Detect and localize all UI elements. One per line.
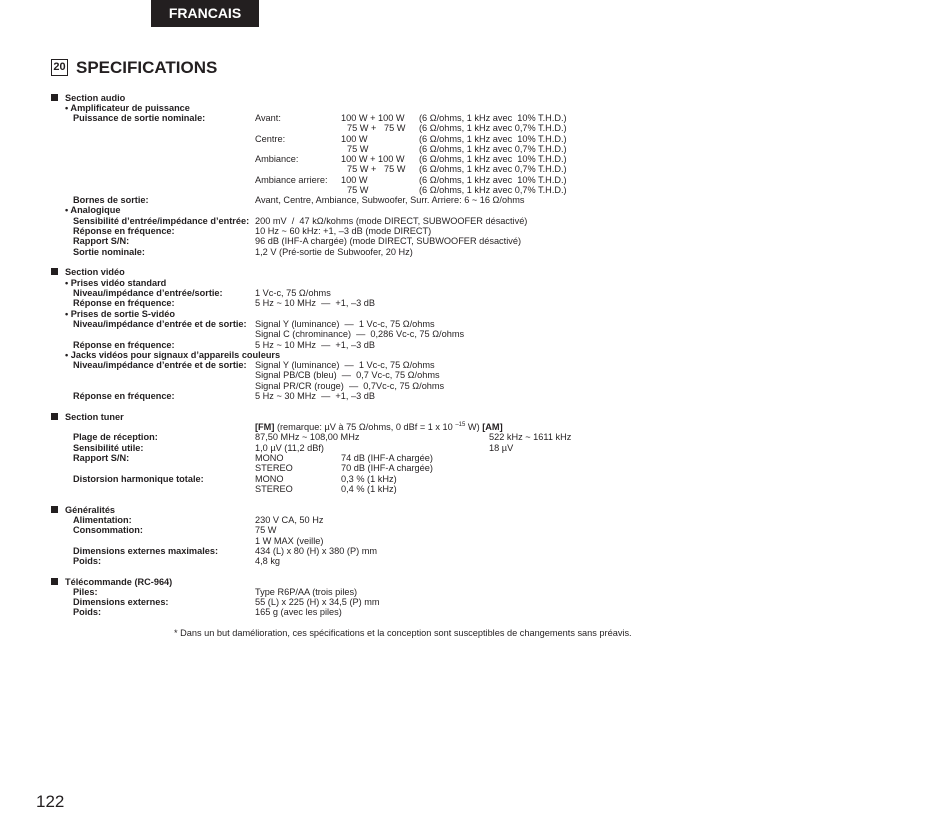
weight-label: Poids: (73, 556, 102, 566)
svideo-subheading: • Prises de sortie S-vidéo (65, 309, 175, 319)
range-fm-value: 87,50 MHz ~ 108,00 MHz (255, 432, 360, 442)
channel-label: Ambiance: (255, 154, 299, 164)
power-value: 75 W + 75 W (347, 123, 406, 133)
frequency-label: Réponse en fréquence: (73, 298, 175, 308)
component-subheading: • Jacks vidéos pour signaux d’appareils couleurs (65, 350, 281, 360)
channel-label: Avant: (255, 113, 281, 123)
range-label: Plage de réception: (73, 432, 158, 442)
power-value: 100 W + 100 W (341, 154, 405, 164)
fm-label: [FM] (255, 422, 275, 432)
thd-stereo-value: 0,4 % (1 kHz) (341, 484, 397, 494)
sn-label: Rapport S/N: (73, 236, 130, 246)
remote-heading: Télécommande (RC-964) (65, 577, 173, 587)
frequency-value: 10 Hz ~ 60 kHz: +1, –3 dB (mode DIRECT) (255, 226, 432, 236)
power-supply-label: Alimentation: (73, 515, 132, 525)
sensitivity-value: 200 mV / 47 kΩ/kohms (mode DIRECT, SUBWOOFER désactivé) (255, 216, 528, 226)
frequency-value: 5 Hz ~ 30 MHz — +1, –3 dB (255, 391, 376, 401)
sn-value: 96 dB (IHF-A chargée) (mode DIRECT, SUBWOOFER désactivé) (255, 236, 522, 246)
frequency-value: 5 Hz ~ 10 MHz — +1, –3 dB (255, 298, 376, 308)
power-note: (6 Ω/ohms, 1 kHz avec 10% T.H.D.) (419, 134, 567, 144)
section-number-badge: 20 (51, 59, 68, 76)
channel-label: Ambiance arriere: (255, 175, 328, 185)
remote-dimensions-label: Dimensions externes: (73, 597, 169, 607)
sensitivity-label: Sensibilité d’entrée/impédance d’entrée: (73, 216, 250, 226)
bullet-square-icon (51, 268, 58, 275)
bullet-square-icon (51, 506, 58, 513)
sn-mono-value: 74 dB (IHF-A chargée) (341, 453, 433, 463)
fm-header (255, 422, 503, 432)
thd-label: Distorsion harmonique totale: (73, 474, 204, 484)
level-value: Signal PB/CB (bleu) — 0,7 Vc-c, 75 Ω/ohms (255, 370, 440, 380)
power-value: 75 W (347, 144, 369, 154)
range-am-value: 522 kHz ~ 1611 kHz (489, 432, 572, 442)
frequency-label: Réponse en fréquence: (73, 226, 175, 236)
remote-weight-value: 165 g (avec les piles) (255, 607, 342, 617)
audio-heading: Section audio (65, 93, 126, 103)
general-heading: Généralités (65, 505, 116, 515)
sensitivity-fm-value: 1,0 µV (11,2 dBf) (255, 443, 324, 453)
page-title: SPECIFICATIONS (76, 58, 218, 77)
power-value: 100 W (341, 134, 368, 144)
consumption-label: Consommation: (73, 525, 143, 535)
footnote: * Dans un but damélioration, ces spécifications et la conception sont susceptibles de changements sans préavis. (174, 628, 632, 638)
power-note: (6 Ω/ohms, 1 kHz avec 0,7% T.H.D.) (419, 185, 567, 195)
fm-note-end: W) (465, 422, 480, 432)
page-number: 122 (36, 792, 65, 811)
bullet-square-icon (51, 94, 58, 101)
level-value: 1 Vc-c, 75 Ω/ohms (255, 288, 331, 298)
sn-stereo-value: 70 dB (IHF-A chargée) (341, 463, 433, 473)
level-value: Signal Y (luminance) — 1 Vc-c, 75 Ω/ohms (255, 360, 435, 370)
frequency-value: 5 Hz ~ 10 MHz — +1, –3 dB (255, 340, 376, 350)
level-value: Signal C (chrominance) — 0,286 Vc-c, 75 Ω/ohms (255, 329, 465, 339)
power-value: 75 W + 75 W (347, 164, 406, 174)
level-label: Niveau/impédance d’entrée et de sortie: (73, 360, 247, 370)
power-label: Puissance de sortie nominale: (73, 113, 206, 123)
bullet-square-icon (51, 413, 58, 420)
power-value: 100 W + 100 W (341, 113, 405, 123)
video-heading: Section vidéo (65, 267, 125, 277)
frequency-label: Réponse en fréquence: (73, 340, 175, 350)
batteries-value: Type R6P/AA (trois piles) (255, 587, 358, 597)
power-note: (6 Ω/ohms, 1 kHz avec 10% T.H.D.) (419, 154, 567, 164)
level-value: Signal PR/CR (rouge) — 0,7Vc-c, 75 Ω/ohms (255, 381, 445, 391)
fm-note: (remarque: µV à 75 Ω/ohms, 0 dBf = 1 x 10 (274, 422, 456, 432)
consumption-standby-value: 1 W MAX (veille) (255, 536, 324, 546)
power-supply-value: 230 V CA, 50 Hz (255, 515, 324, 525)
am-label: [AM] (482, 422, 503, 432)
power-note: (6 Ω/ohms, 1 kHz avec 10% T.H.D.) (419, 113, 567, 123)
sn-stereo-label: STEREO (255, 463, 293, 473)
output-value: 1,2 V (Pré-sortie de Subwoofer, 20 Hz) (255, 247, 413, 257)
terminals-label: Bornes de sortie: (73, 195, 149, 205)
power-note: (6 Ω/ohms, 1 kHz avec 10% T.H.D.) (419, 175, 567, 185)
dimensions-label: Dimensions externes maximales: (73, 546, 219, 556)
bullet-square-icon (51, 578, 58, 585)
sn-label: Rapport S/N: (73, 453, 130, 463)
batteries-label: Piles: (73, 587, 98, 597)
power-value: 100 W (341, 175, 368, 185)
thd-mono-label: MONO (255, 474, 284, 484)
power-note: (6 Ω/ohms, 1 kHz avec 0,7% T.H.D.) (419, 164, 567, 174)
consumption-value: 75 W (255, 525, 277, 535)
level-label: Niveau/impédance d’entrée/sortie: (73, 288, 223, 298)
tuner-heading: Section tuner (65, 412, 124, 422)
level-label: Niveau/impédance d’entrée et de sortie: (73, 319, 247, 329)
frequency-label: Réponse en fréquence: (73, 391, 175, 401)
amp-subheading: • Amplificateur de puissance (65, 103, 190, 113)
output-label: Sortie nominale: (73, 247, 145, 257)
level-value: Signal Y (luminance) — 1 Vc-c, 75 Ω/ohms (255, 319, 435, 329)
std-video-subheading: • Prises vidéo standard (65, 278, 167, 288)
fm-note-exponent: –15 (455, 422, 466, 428)
weight-value: 4,8 kg (255, 556, 281, 566)
remote-weight-label: Poids: (73, 607, 102, 617)
channel-label: Centre: (255, 134, 286, 144)
sensitivity-label: Sensibilité utile: (73, 443, 144, 453)
dimensions-value: 434 (L) x 80 (H) x 380 (P) mm (255, 546, 378, 556)
power-value: 75 W (347, 185, 369, 195)
thd-stereo-label: STEREO (255, 484, 293, 494)
remote-dimensions-value: 55 (L) x 225 (H) x 34,5 (P) mm (255, 597, 380, 607)
thd-mono-value: 0,3 % (1 kHz) (341, 474, 397, 484)
power-note: (6 Ω/ohms, 1 kHz avec 0,7% T.H.D.) (419, 144, 567, 154)
analog-subheading: • Analogique (65, 205, 121, 215)
language-tab: FRANCAIS (151, 0, 259, 27)
terminals-value: Avant, Centre, Ambiance, Subwoofer, Surr. Arriere: 6 ~ 16 Ω/ohms (255, 195, 525, 205)
sn-mono-label: MONO (255, 453, 284, 463)
sensitivity-am-value: 18 µV (489, 443, 514, 453)
power-note: (6 Ω/ohms, 1 kHz avec 0,7% T.H.D.) (419, 123, 567, 133)
